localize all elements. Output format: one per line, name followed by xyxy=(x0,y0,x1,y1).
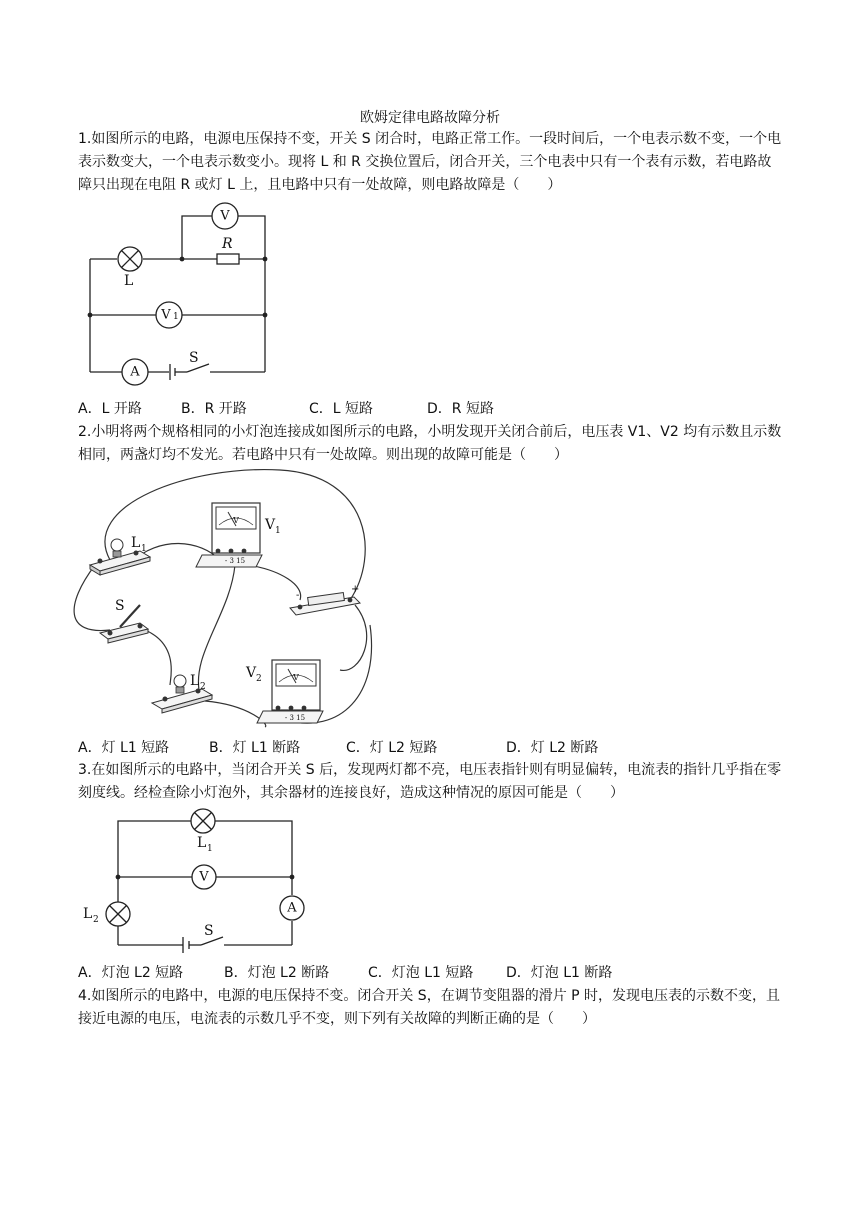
voltmeter-v xyxy=(212,203,238,229)
resistor-r xyxy=(217,254,239,264)
question-2-option-d[interactable]: D．灯 L2 断路 xyxy=(506,740,599,756)
question-3-text: 3.在如图所示的电路中，当闭合开关 S 后，发现两灯都不亮，电压表指针则有明显偏转，电流表的指针几乎指在零刻度线。经检查除小灯泡外，其余器材的连接良好，造成这种情况的原因可能是（ ） xyxy=(78,762,782,801)
voltmeter-v2-face: V xyxy=(293,673,299,682)
question-3-option-a[interactable]: A．灯泡 L2 短路 xyxy=(78,965,184,981)
lamp-l1-subscript: 1 xyxy=(141,544,147,554)
question-3-option-b[interactable]: B．灯泡 L2 断路 xyxy=(224,965,330,981)
voltmeter-v2-subscript: 2 xyxy=(256,674,262,684)
lamp-l2-subscript: 2 xyxy=(200,682,206,692)
lamp-l1-label: L xyxy=(197,835,207,851)
lamp-l2-subscript: 2 xyxy=(93,915,99,925)
voltmeter-v-label: V xyxy=(199,869,209,885)
voltmeter-v2-label: V xyxy=(246,665,257,681)
question-1-option-b[interactable]: B．R 开路 xyxy=(181,401,247,417)
page-title: 欧姆定律电路故障分析 xyxy=(360,110,500,126)
voltmeter-v1-label: V xyxy=(161,307,171,323)
question-3-option-c[interactable]: C．灯泡 L1 短路 xyxy=(368,965,474,981)
voltmeter-v1 xyxy=(196,503,262,567)
lamp-l2-label: L xyxy=(190,673,200,689)
battery-plus-label: + xyxy=(351,584,360,595)
ammeter-a xyxy=(122,359,148,385)
question-2-option-c[interactable]: C．灯 L2 短路 xyxy=(346,740,438,756)
voltmeter-v xyxy=(192,865,216,889)
question-1-option-a[interactable]: A．L 开路 xyxy=(78,401,142,417)
switch-s-label: S xyxy=(115,598,125,614)
question-1-text: 1.如图所示的电路，电源电压保持不变，开关 S 闭合时，电路正常工作。一段时间后，一个电表示数不变，一个电表示数变大，一个电表示数变小。现将 L 和 R 交换位置后，闭合开关，三个电表中只有一个表有示数，若电路故障只出现在电阻 R 或灯 L 上，且电路中只有一处故障，则电路故障是（ ） xyxy=(78,131,782,193)
voltmeter-v1-terminals: - 3 15 xyxy=(224,557,246,565)
question-4-text: 4.如图所示的电路中，电源的电压保持不变。闭合开关 S，在调节变阻器的滑片 P 时，发现电压表的示数不变，且接近电源的电压，电流表的示数几乎不变，则下列有关故障的判断正确的是（ ） xyxy=(78,988,781,1027)
voltmeter-v1-subscript: 1 xyxy=(275,526,281,536)
question-1-option-d[interactable]: D．R 短路 xyxy=(427,401,494,417)
voltmeter-v-label: V xyxy=(220,208,230,224)
lamp-l-label: L xyxy=(124,273,134,289)
ammeter-a-label: A xyxy=(287,900,297,916)
ammeter-a xyxy=(280,896,304,920)
switch-s-label: S xyxy=(204,923,214,939)
lamp-l xyxy=(118,247,142,271)
question-1-circuit-diagram xyxy=(80,200,280,390)
voltmeter-v1-subscript: 1 xyxy=(173,312,179,322)
question-2-option-b[interactable]: B．灯 L1 断路 xyxy=(209,740,301,756)
lamp-l2 xyxy=(152,675,212,713)
lamp-l1-subscript: 1 xyxy=(207,844,213,854)
lamp-l1-label: L xyxy=(131,535,141,551)
ammeter-a-label: A xyxy=(130,364,140,380)
question-2-text: 2.小明将两个规格相同的小灯泡连接成如图所示的电路，小明发现开关闭合前后，电压表 V1、V2 均有示数且示数相同，两盏灯均不发光。若电路中只有一处故障。则出现的故障可能是（ ） xyxy=(78,424,782,463)
voltmeter-v2 xyxy=(257,660,323,723)
voltmeter-v1-face: V xyxy=(233,516,239,525)
question-2-option-a[interactable]: A．灯 L1 短路 xyxy=(78,740,170,756)
lamp-l2 xyxy=(106,902,130,926)
switch-s-label: S xyxy=(189,350,199,366)
voltmeter-v1-label: V xyxy=(265,517,276,533)
question-3-option-d[interactable]: D．灯泡 L1 断路 xyxy=(506,965,613,981)
voltmeter-v1 xyxy=(156,302,182,328)
question-1-option-c[interactable]: C．L 短路 xyxy=(309,401,374,417)
resistor-r-label: R xyxy=(222,236,233,252)
lamp-l1 xyxy=(191,809,215,833)
lamp-l2-label: L xyxy=(83,906,93,922)
question-2-physical-circuit-diagram xyxy=(70,465,390,735)
battery-minus-label: - xyxy=(296,590,300,601)
voltmeter-v2-terminals: - 3 15 xyxy=(284,714,306,722)
question-3-circuit-diagram xyxy=(78,805,308,955)
